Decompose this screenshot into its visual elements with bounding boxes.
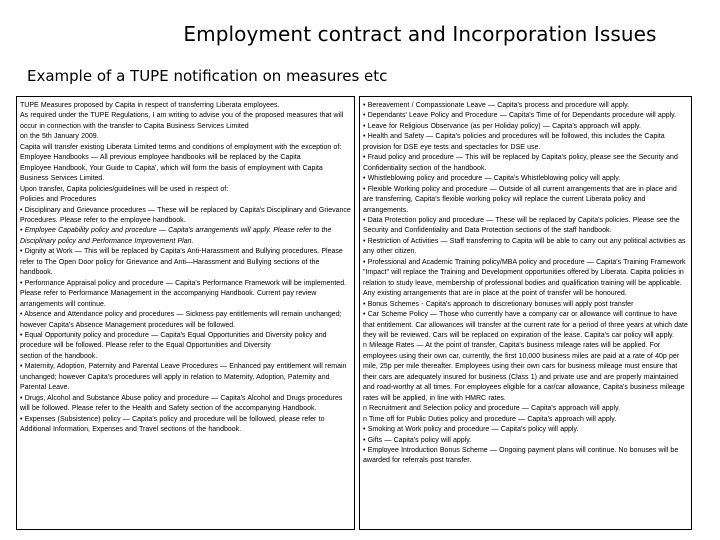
right-column-paragraph: • Gifts — Capita's policy will apply. [363,436,472,444]
right-column-paragraph: n Mileage Rates — At the point of transfer, Capita's business mileage rates will be applied. For employees using their own car, currently, the first 10,000 business miles are paid at a rate of 40p per mile, 25p per mile thereafter. Employees using their own cars for business mileage must ensure that their cars are adequately insured for business (Class 1) and private use and are properly maintained and road-worthy at all times. For employees eligible for a car/car allowance, Capita's business mileage rates will be applied, in line with HMRC rates. [363,342,685,402]
right-column-paragraph: • Flexible Working policy and procedure — Outside of all current arrangements that are in place and are transferring, Capita's flexible working policy will replace the current Liberata policy and arrangements. [363,185,677,214]
left-text-box [16,96,355,530]
right-column-paragraph: • Data Protection policy and procedure — These will be replaced by Capita's policies. Please see the Security and Confidentiality and Data Protection sections of the staff handbook. [363,216,680,235]
left-column-paragraph: Policies and Procedures [20,196,97,204]
left-column-paragraph: Employee Handbook, Your Guide to Capita', which will form the basis of employment with Capita Business Services Limited. [20,164,323,183]
right-column-paragraph: • Smoking at Work policy and procedure — Capita's policy will apply. [363,426,579,434]
left-column-paragraph: Employee Handbooks — All previous employee handbooks will be replaced by the Capita [20,154,301,162]
left-column-paragraph: • Equal Opportunity policy and procedure — Capita's Equal Opportunities and Diversity policy and procedure will be followed. Please refer to the Equal Opportunities and Diversity [20,331,327,350]
slide-title: Employment contract and Incorporation Issues [183,22,657,46]
left-column-paragraph: • Disciplinary and Grievance procedures — These will be replaced by Capita's Disciplinary and Grievance Procedures. Please refer to the employee handbook. [20,206,351,224]
right-column-paragraph: • Car Scheme Policy — Those who currently have a company car or allowance will continue to have that entitlement. Car allowances will transfer at the current rate for a period of three years at which date they will be reviewed. Cars will be replaced on expiration of the lease. Capita's car policy will apply. [363,311,688,339]
left-column-paragraph: • Dignity at Work — This will be replaced by Capita's Anti-Harassment and Bullying procedures. Please refer to The Open Door policy for Grievance and Anti—Harassment and Bullying sections of the handbook. [20,248,343,277]
right-column-paragraph: n Recruitment and Selection policy and procedure — Capita's approach will apply. [363,405,621,413]
left-column-paragraph: • Employee Capability policy and procedure — Capita's arrangements will apply. Please refer to the Disciplinary policy and Performance Improvement Plan. [20,227,332,245]
left-column-paragraph: on the 5th January 2009. [20,133,99,141]
right-text-box [359,96,692,530]
left-column-paragraph: section of the handbook. [20,352,98,360]
left-column-paragraph: Capita will transfer existing Liberata Limited terms and conditions of employment with the exception of: [20,143,342,151]
left-column-paragraph: • Maternity, Adoption, Paternity and Parental Leave Procedures — Enhanced pay entitlement will remain unchanged; however Capita's procedures will apply in relation to Maternity, Adoption, Paternity and Parental Leave. [20,363,347,392]
left-column-paragraph: • Absence and Attendance policy and procedures — Sickness pay entitlements will remain unchanged; however Capita's Absence Management procedures will be followed. [20,311,342,329]
right-column-paragraph: • Health and Safety — Capita's policies and procedures will be followed, this includes the Capita provision for DSE eye tests and spectacles for DSE use. [363,133,665,151]
left-column-paragraph: TUPE Measures proposed by Capita in respect of transferring Liberata employees. [20,102,280,109]
right-column-paragraph: • Dependants' Leave Policy and Procedure — Capita's Time of for Dependants procedure will apply. [363,112,677,120]
right-column-paragraph: • Leave for Religious Observance (as per Holiday policy) — Capita's approach will apply. [363,122,641,130]
left-column-paragraph: As required under the TUPE Regulations, I am writing to advise you of the proposed measures that will occur in connection with the transfer to Capita Business Services Limited [20,112,344,130]
right-column-paragraph: • Employee Introduction Bonus Scheme — Ongoing payment plans will continue. No bonuses will be awarded for referrals post transfer. [363,446,679,465]
right-column-paragraph: • Professional and Academic Training policy/MBA policy and procedure — Capita's Training Framework "Impact" will replace the Training and Development opportunities offered by Liberata. Capita policies in relation to study leave, membership of professional bodies and qualification training will be applicable. Any existing arrangements that are in place at the point of transfer will be honoured. [363,258,686,298]
slide-subtitle: Example of a TUPE notification on measures etc [27,67,388,85]
right-column-paragraph: • Bereavement / Compassionate Leave — Capita's process and procedure will apply. [363,102,630,109]
right-column-paragraph: • Fraud policy and procedure — This will be replaced by Capita's policy, please see the Security and Confidentiality section of the handbook. [363,154,678,172]
right-column-paragraph: • Whistleblowing policy and procedure — Capita's Whistleblowing policy will apply. [363,175,621,183]
left-column-paragraph: Upon transfer, Capita policies/guidelines will be used in respect of: [20,185,229,193]
left-column-paragraph: • Expenses (Subsistence) policy — Capita's policy and procedure will be followed, please refer to Additional Information, Expenses and Travel sections of the handbook. [20,415,325,434]
left-column-paragraph: • Drugs, Alcohol and Substance Abuse policy and procedure — Capita's Alcohol and Drugs procedures will be followed. Please refer to the Health and Safety section of the accompanying Handbook. [20,394,343,413]
left-column-paragraph: • Performance Appraisal policy and procedure — Capita's Performance Framework will be implemented. Please refer to Performance Management in the accompanying Handbook. Current pay review arrangements will continue. [20,279,347,308]
right-column-paragraph: • Restriction of Activities — Staff transferring to Capita will be able to carry out any political activities as any other citizen. [363,237,686,256]
right-column-paragraph: n Time off for Public Duties policy and procedure — Capita's approach will apply. [363,415,617,423]
right-column-paragraph: • Bonus Schemes - Capita's approach to discretionary bonuses will apply post transfer [363,300,634,308]
